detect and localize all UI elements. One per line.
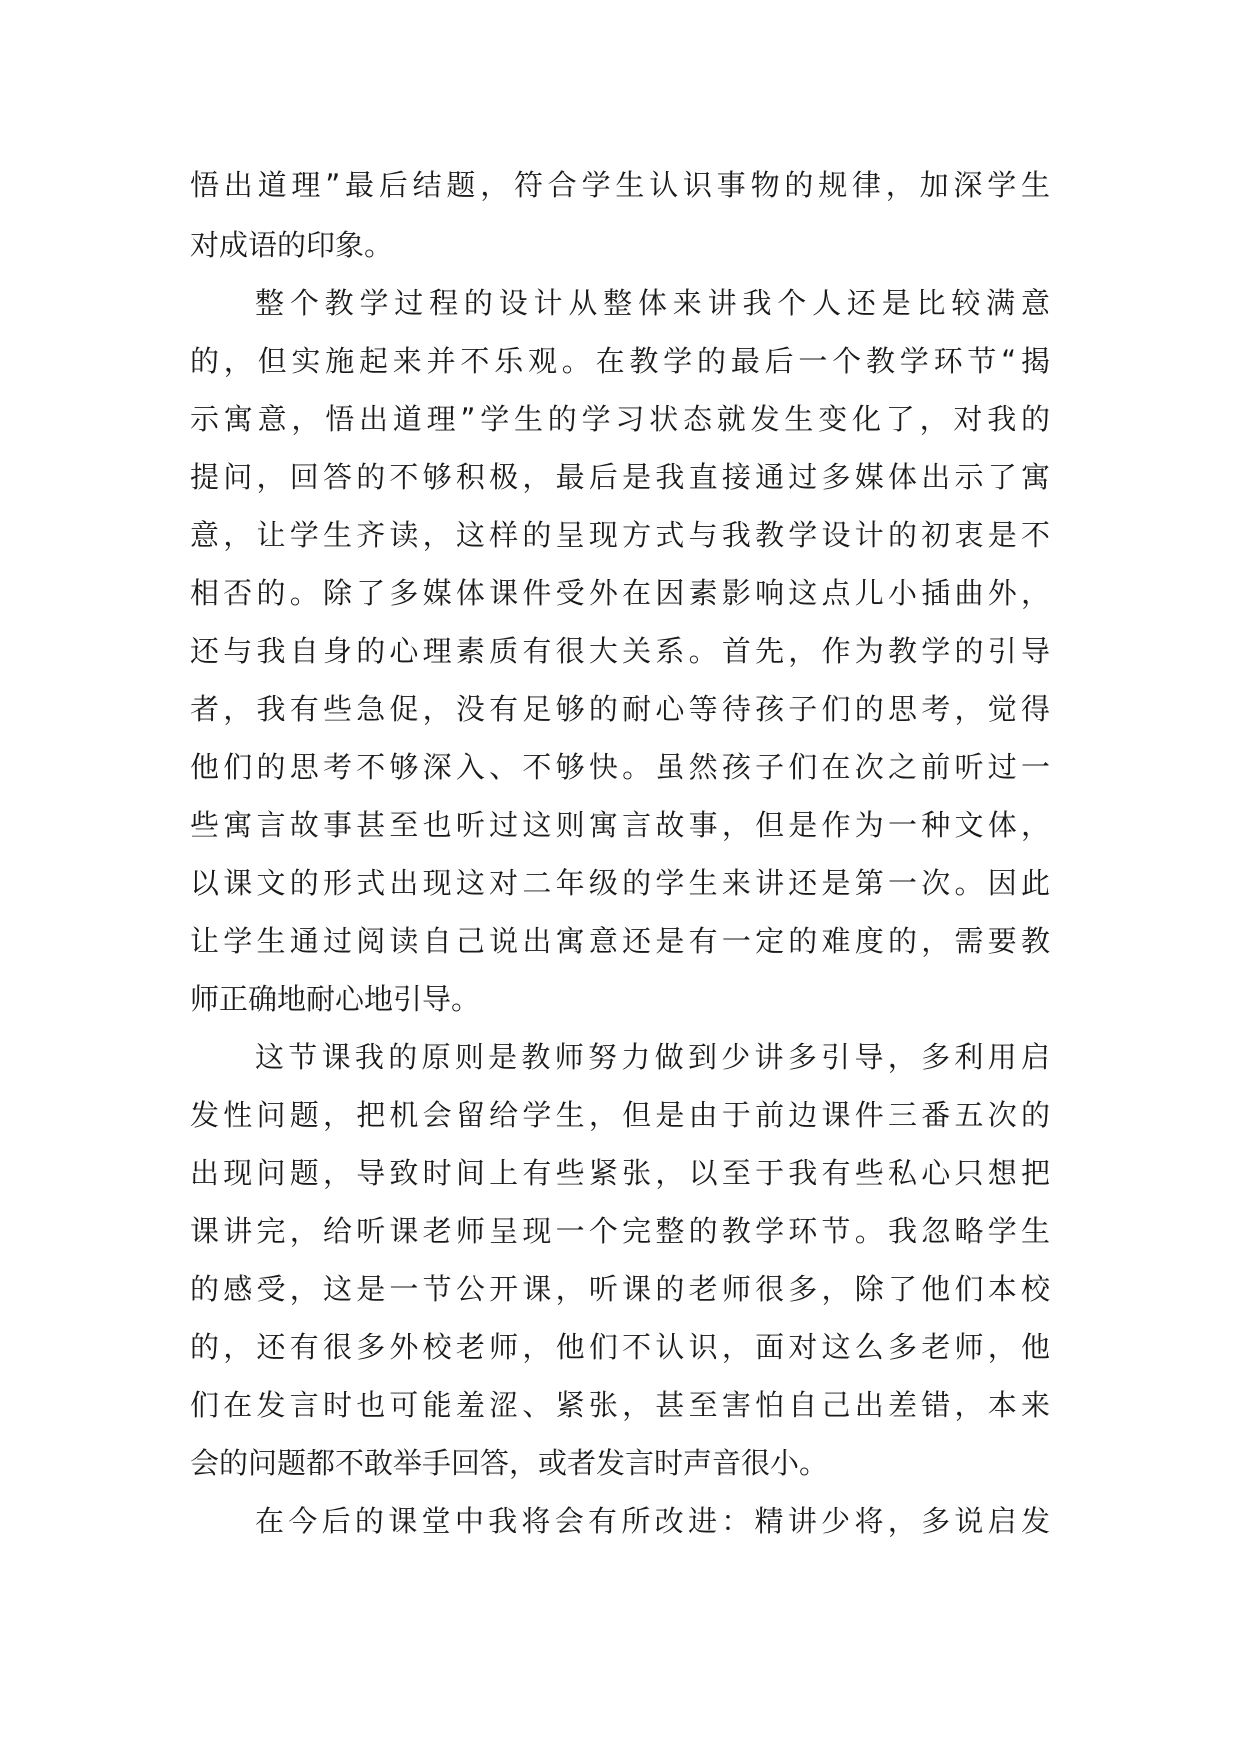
paragraph-first-line: 整个教学过程的设计从整体来讲我个人还是比较满意 bbox=[255, 286, 1050, 320]
text-line: 对成语的印象。 bbox=[190, 228, 394, 262]
text-line: 师正确地耐心地引导。 bbox=[190, 982, 481, 1016]
text-line: 课讲完，给听课老师呈现一个完整的教学环节。我忽略学生 bbox=[190, 1214, 1050, 1248]
text-line: 示寓意，悟出道理”学生的学习状态就发生变化了，对我的 bbox=[190, 402, 1050, 436]
text-line: 相否的。除了多媒体课件受外在因素影响这点儿小插曲外， bbox=[190, 576, 1050, 610]
paragraph-first-line: 在今后的课堂中我将会有所改进：精讲少将，多说启发 bbox=[255, 1504, 1050, 1538]
text-line: 让学生通过阅读自己说出寓意还是有一定的难度的，需要教 bbox=[190, 924, 1050, 958]
text-line: 还与我自身的心理素质有很大关系。首先，作为教学的引导 bbox=[190, 634, 1050, 668]
paragraph-first-line: 这节课我的原则是教师努力做到少讲多引导，多利用启 bbox=[255, 1040, 1050, 1074]
text-line: 他们的思考不够深入、不够快。虽然孩子们在次之前听过一 bbox=[190, 750, 1050, 784]
text-line: 们在发言时也可能羞涩、紧张，甚至害怕自己出差错，本来 bbox=[190, 1388, 1050, 1422]
text-line: 意，让学生齐读，这样的呈现方式与我教学设计的初衷是不 bbox=[190, 518, 1050, 552]
text-line: 提问，回答的不够积极，最后是我直接通过多媒体出示了寓 bbox=[190, 460, 1050, 494]
text-line: 会的问题都不敢举手回答，或者发言时声音很小。 bbox=[190, 1446, 829, 1480]
text-line: 些寓言故事甚至也听过这则寓言故事，但是作为一种文体， bbox=[190, 808, 1050, 842]
text-line: 的，但实施起来并不乐观。在教学的最后一个教学环节“揭 bbox=[190, 344, 1050, 378]
text-line: 的感受，这是一节公开课，听课的老师很多，除了他们本校 bbox=[190, 1272, 1050, 1306]
text-line: 以课文的形式出现这对二年级的学生来讲还是第一次。因此 bbox=[190, 866, 1050, 900]
text-line: 者，我有些急促，没有足够的耐心等待孩子们的思考，觉得 bbox=[190, 692, 1050, 726]
text-line: 的，还有很多外校老师，他们不认识，面对这么多老师，他 bbox=[190, 1330, 1050, 1364]
text-line: 悟出道理”最后结题，符合学生认识事物的规律，加深学生 bbox=[190, 168, 1050, 202]
text-line: 出现问题，导致时间上有些紧张，以至于我有些私心只想把 bbox=[190, 1156, 1050, 1190]
text-line: 发性问题，把机会留给学生，但是由于前边课件三番五次的 bbox=[190, 1098, 1050, 1132]
